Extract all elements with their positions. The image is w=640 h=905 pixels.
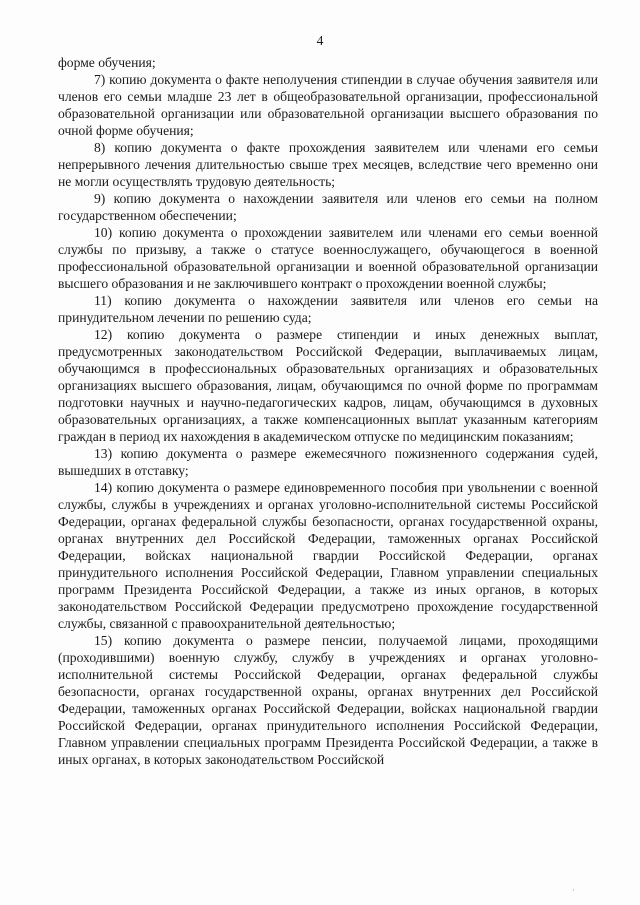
page-number: 4 — [316, 33, 324, 48]
list-item-8: 8) копию документа о факте прохождения заявителем или членами его семьи непрерывного лечения длительностью свыше трех месяцев, вследствие чего временно они не могли осуществлять трудовую деятельность; — [58, 140, 598, 189]
list-item-10: 10) копию документа о прохождении заявителем или членами его семьи военной службы по призыву, а также о статусе военнослужащего, обучающегося в военной профессиональной образовательной организации и военной образовательной организации высшего образования и не заключившего контракт о прохождении военной службы; — [58, 225, 598, 291]
list-item-12: 12) копию документа о размере стипендии и иных денежных выплат, предусмотренных законодательством Российской Федерации, выплачиваемых лицам, обучающимся в профессиональных образовательных организациях и образовательных организациях высшего образования, лицам, обучающимся по очной форме по программам подготовки научных и научно-педагогических кадров, лицам, обучающимся в духовных образовательных организациях, а также компенсационных выплат указанным категориям граждан в период их нахождения в академическом отпуске по медицинским показаниям; — [58, 327, 598, 444]
list-item-11: 11) копию документа о нахождении заявителя или членов его семьи на принудительном лечении по решению суда; — [58, 293, 598, 325]
list-item-14: 14) копию документа о размере единовременного пособия при увольнении с военной службы, службы в учреждениях и органах уголовно-исполнительной системы Российской Федерации, органах федеральной службы безопасности, органах государственной охраны, органах внутренних дел Российской Федерации, таможенных органах Российской Федерации, войсках национальной гвардии Российской Федерации, органах принудительного исполнения Российской Федерации, Главном управлении специальных программ Президента Российской Федерации, а также из иных органов, в которых законодательством Российской Федерации предусмотрено прохождение государственной службы, связанной с правоохранительной деятельностью; — [58, 480, 598, 631]
scan-speck: · — [572, 885, 575, 895]
paragraph-continuation: форме обучения; — [58, 55, 156, 70]
list-item-15: 15) копию документа о размере пенсии, получаемой лицами, проходящими (проходившими) военную службу, службу в учреждениях и органах уголовно-исполнительной системы Российской Федерации, органах федеральной службы безопасности, органах государственной охраны, органах внутренних дел Российской Федерации, таможенных органах Российской Федерации, войсках национальной гвардии Российской Федерации, органах принудительного исполнения Российской Федерации, Главном управлении специальных программ Президента Российской Федерации, а также в иных органах, в которых законодательством Российской — [58, 633, 598, 767]
list-item-9: 9) копию документа о нахождении заявителя или членов его семьи на полном государственном обеспечении; — [58, 191, 598, 223]
document-body — [58, 54, 598, 768]
list-item-7: 7) копию документа о факте неполучения стипендии в случае обучения заявителя или членов его семьи младше 23 лет в общеобразовательной организации, профессиональной образовательной организации или образовательной организации высшего образования по очной форме обучения; — [58, 72, 598, 138]
list-item-13: 13) копию документа о размере ежемесячного пожизненного содержания судей, вышедших в отставку; — [58, 446, 598, 478]
